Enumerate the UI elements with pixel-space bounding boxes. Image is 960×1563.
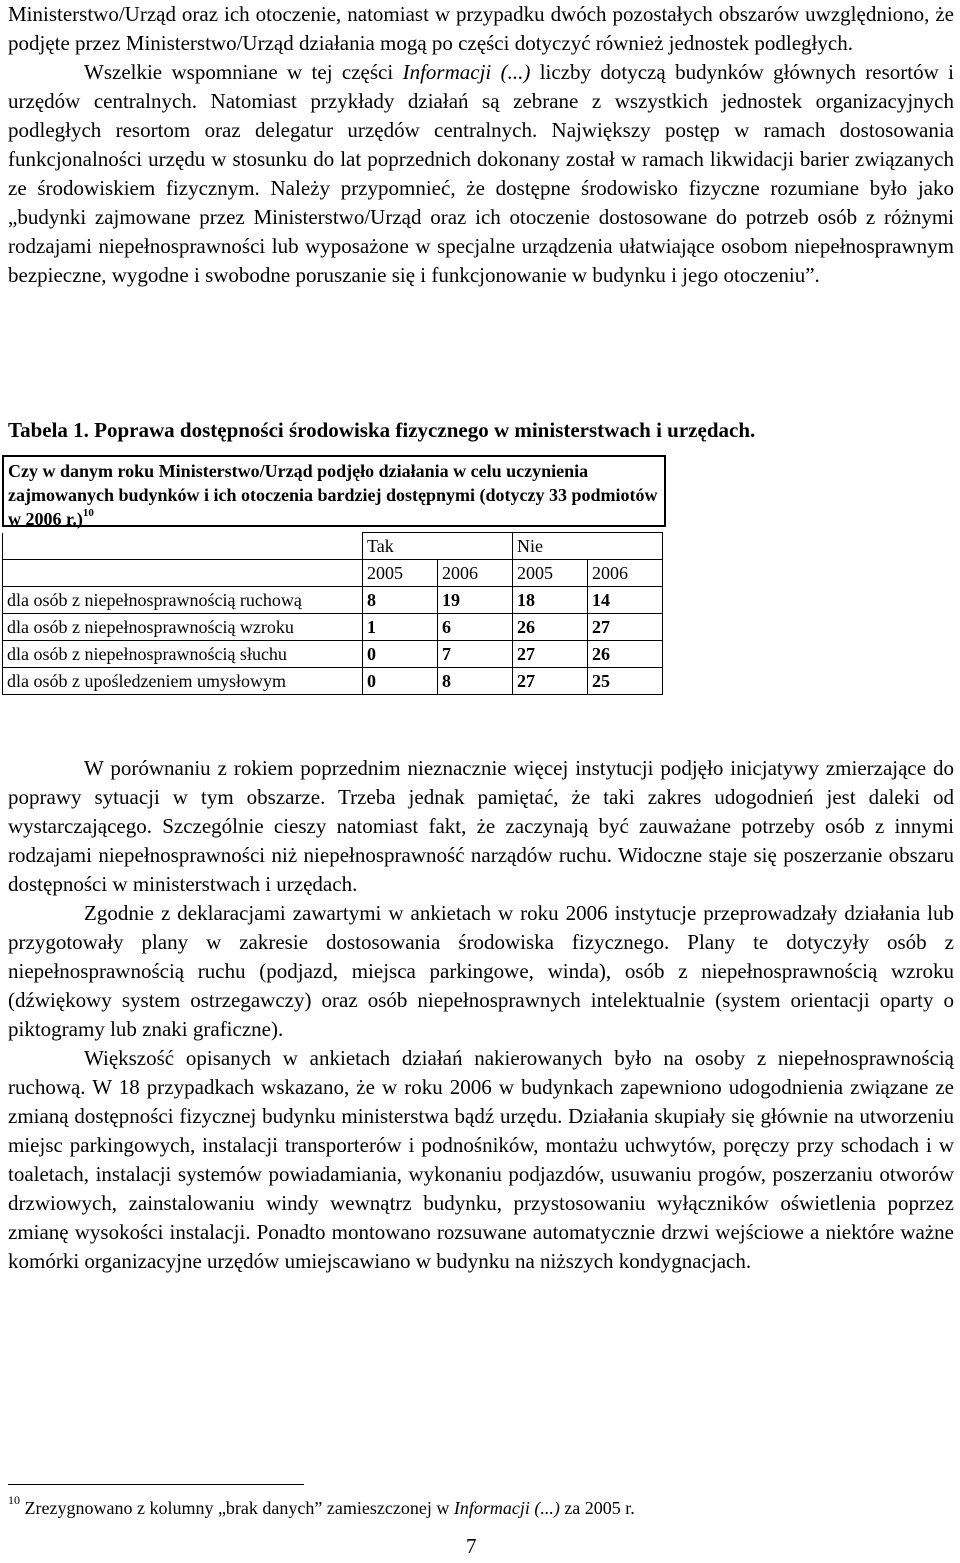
body-text <box>8 754 954 1276</box>
page-number: 7 <box>466 1534 477 1558</box>
table-cell: 1 <box>363 614 438 641</box>
table-year-header-row <box>3 560 663 587</box>
table-cell: 0 <box>363 668 438 695</box>
year-header: 2006 <box>438 560 513 587</box>
footnote-text-a: Zrezygnowano z kolumny „brak danych” zamieszczonej w <box>20 1498 454 1518</box>
row-label: dla osób z niepełnosprawnością ruchową <box>3 587 363 614</box>
table-row <box>3 668 663 695</box>
year-header: 2006 <box>588 560 663 587</box>
table-cell: 7 <box>438 641 513 668</box>
data-table <box>2 532 663 695</box>
year-header: 2005 <box>363 560 438 587</box>
intro-italic-ref: Informacji (...) <box>402 60 531 84</box>
intro-text-b: liczby dotyczą budynków głównych resortów i urzędów centralnych. Natomiast przykłady działań są zebrane z wszystkich jednostek organizacyjnych podległych resortom oraz delegatur urzędów centralnych. Największy postęp w ramach dostosowania funkcjonalności urzędu w stosunku do lat poprzednich dokonany został w ramach likwidacji barier związanych ze środowiskiem fizycznym. Należy przypomnieć, że dostępne środowisko fizyczne rozumiane było jako „budynki zajmowane przez Ministerstwo/Urząd oraz ich otoczenie dostosowane do potrzeb osób z różnymi rodzajami niepełnosprawności lub wyposażone w specjalne urządzenia ułatwiające osobom niepełnosprawnym bezpieczne, wygodne i swobodne poruszanie się i funkcjonowanie w budynku i jego otoczeniu”. <box>8 60 954 287</box>
table-question: Czy w danym roku Ministerstwo/Urząd podjęło działania w celu uczynienia zajmowanych budynków i ich otoczenia bardziej dostępnymi (dotyczy 33 podmiotów w 2006 r.) <box>8 461 658 529</box>
table-caption: Tabela 1. Poprawa dostępności środowiska fizycznego w ministerstwach i urzędach. <box>8 418 756 442</box>
row-label: dla osób z upośledzeniem umysłowym <box>3 668 363 695</box>
table-cell: 27 <box>588 614 663 641</box>
table-cell: 8 <box>438 668 513 695</box>
row-label: dla osób z niepełnosprawnością wzroku <box>3 614 363 641</box>
table-cell: 25 <box>588 668 663 695</box>
table-question-box <box>2 455 666 527</box>
table-cell: 8 <box>363 587 438 614</box>
body-paragraph-1: W porównaniu z rokiem poprzednim nieznacznie więcej instytucji podjęło inicjatywy zmierzające do poprawy sytuacji w tym obszarze. Trzeba jednak pamiętać, że taki zakres udogodnień jest daleki od wystarczającego. Szczególnie cieszy natomiast fakt, że zaczynają być zauważane potrzeby osób z innymi rodzajami niepełnosprawności niż niepełnosprawność narządów ruchu. Widoczne staje się poszerzanie obszaru dostępności w ministerstwach i urzędach. <box>8 756 954 896</box>
table-empty-cell <box>3 533 363 560</box>
footnote <box>8 1493 635 1520</box>
table-cell: 6 <box>438 614 513 641</box>
group-header-tak: Tak <box>363 533 513 560</box>
group-header-nie: Nie <box>513 533 663 560</box>
table-cell: 19 <box>438 587 513 614</box>
table-cell: 0 <box>363 641 438 668</box>
intro-text-a: Wszelkie wspomniane w tej części <box>84 60 403 84</box>
table-row <box>3 587 663 614</box>
table-cell: 27 <box>513 668 588 695</box>
footnote-divider <box>8 1484 304 1485</box>
table-row <box>3 641 663 668</box>
intro-paragraph-2 <box>8 58 954 290</box>
table-row <box>3 614 663 641</box>
document-page <box>7 0 954 1518</box>
footnote-ref: 10 <box>82 507 94 519</box>
footnote-number: 10 <box>8 1493 20 1507</box>
table-group-header-row <box>3 533 663 560</box>
table-cell: 18 <box>513 587 588 614</box>
footnote-text-b: za 2005 r. <box>559 1498 635 1518</box>
body-paragraph-3: Większość opisanych w ankietach działań nakierowanych było na osoby z niepełnosprawnością ruchową. W 18 przypadkach wskazano, że w roku 2006 w budynkach zapewniono udogodnienia związane ze zmianą dostępności fizycznej budynku ministerstwa bądź urzędu. Działania skupiały się głównie na utworzeniu miejsc parkingowych, instalacji transporterów i podnośników, montażu uchwytów, poręczy przy schodach i w toaletach, instalacji systemów powiadamiania, wykonaniu podjazdów, usuwaniu progów, poszerzaniu otworów drzwiowych, zainstalowaniu windy wewnątrz budynku, przystosowaniu wyłączników oświetlenia poprzez zmianę wysokości instalacji. Ponadto montowano rozsuwane automatycznie drzwi wejściowe a niektóre ważne komórki organizacyjne urzędów umiejscawiano w budynku na niższych kondygnacjach. <box>8 1046 954 1273</box>
row-label: dla osób z niepełnosprawnością słuchu <box>3 641 363 668</box>
table-cell: 14 <box>588 587 663 614</box>
table-empty-cell <box>3 560 363 587</box>
intro-paragraph-1: Ministerstwo/Urząd oraz ich otoczenie, natomiast w przypadku dwóch pozostałych obszarów uwzględniono, że podjęte przez Ministerstwo/Urząd działania mogą po części dotyczyć również jednostek podległych. <box>8 2 954 55</box>
table-cell: 27 <box>513 641 588 668</box>
table-cell: 26 <box>588 641 663 668</box>
table-cell: 26 <box>513 614 588 641</box>
year-header: 2005 <box>513 560 588 587</box>
footnote-italic-ref: Informacji (...) <box>453 1498 560 1518</box>
body-paragraph-2: Zgodnie z deklaracjami zawartymi w ankietach w roku 2006 instytucje przeprowadzały działania lub przygotowały plany w zakresie dostosowania środowiska fizycznego. Plany te dotyczyły osób z niepełnosprawnością ruchu (podjazd, miejsca parkingowe, winda), osób z niepełnosprawnością wzroku (dźwiękowy system ostrzegawczy) oraz osób niepełnosprawnych intelektualnie (system orientacji oparty o piktogramy lub znaki graficzne). <box>8 901 954 1041</box>
